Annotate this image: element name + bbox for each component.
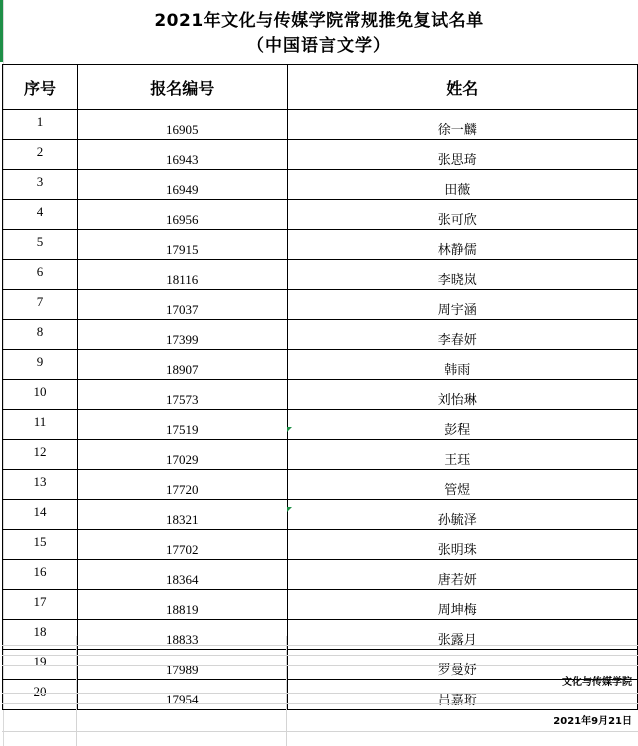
document-title	[0, 0, 638, 64]
row-name-cell[interactable]: 孙毓泽	[287, 500, 637, 530]
row-registration-number-cell[interactable]: 18321	[77, 500, 287, 530]
row-seq-cell[interactable]: 9	[3, 350, 78, 380]
row-seq-cell[interactable]: 8	[3, 320, 78, 350]
row-registration-number-cell[interactable]: 18819	[77, 590, 287, 620]
row-name-cell[interactable]: 周宇涵	[287, 290, 637, 320]
table-row	[3, 470, 638, 500]
table-row	[3, 290, 638, 320]
row-name-cell[interactable]: 韩雨	[287, 350, 637, 380]
table-row	[3, 110, 638, 140]
row-seq-cell[interactable]: 3	[3, 170, 78, 200]
row-name-cell[interactable]: 周坤梅	[287, 590, 637, 620]
row-seq-cell[interactable]: 12	[3, 440, 78, 470]
empty-sheet-grid	[2, 636, 638, 746]
table-row	[3, 350, 638, 380]
row-registration-number-cell[interactable]: 16943	[77, 140, 287, 170]
row-name-cell[interactable]: 彭程	[287, 410, 637, 440]
grid-line	[2, 655, 638, 656]
table-row	[3, 170, 638, 200]
title-subtitle: （中国语言文学）	[247, 36, 391, 56]
row-seq-cell[interactable]: 14	[3, 500, 78, 530]
row-name-cell[interactable]: 王珏	[287, 440, 637, 470]
row-registration-number-cell[interactable]: 17702	[77, 530, 287, 560]
row-registration-number-cell[interactable]: 18116	[77, 260, 287, 290]
header-name[interactable]: 姓名	[287, 65, 637, 110]
row-name-cell[interactable]: 吕嘉珩	[287, 680, 637, 710]
row-registration-number-cell[interactable]: 17029	[77, 440, 287, 470]
row-registration-number-cell[interactable]: 18907	[77, 350, 287, 380]
row-name-cell[interactable]: 李晓岚	[287, 260, 637, 290]
row-seq-cell[interactable]: 11	[3, 410, 78, 440]
row-registration-number-cell[interactable]: 17989	[77, 650, 287, 680]
row-registration-number-cell[interactable]: 16956	[77, 200, 287, 230]
footer-organization: 文化与传媒学院	[562, 677, 632, 688]
row-registration-number-cell[interactable]: 17399	[77, 320, 287, 350]
row-name-cell[interactable]: 张思琦	[287, 140, 637, 170]
table-row	[3, 140, 638, 170]
row-registration-number-cell[interactable]: 18833	[77, 620, 287, 650]
row-seq-cell[interactable]: 5	[3, 230, 78, 260]
table-header-row	[3, 65, 638, 110]
row-registration-number-cell[interactable]: 18364	[77, 560, 287, 590]
grid-line	[76, 636, 77, 746]
row-seq-cell[interactable]: 20	[3, 680, 78, 710]
title-main: 2021年文化与传媒学院常规推免复试名单	[154, 11, 484, 31]
row-seq-cell[interactable]: 1	[3, 110, 78, 140]
table-row	[3, 380, 638, 410]
row-name-cell[interactable]: 林静儒	[287, 230, 637, 260]
row-registration-number-cell[interactable]: 17519	[77, 410, 287, 440]
row-name-cell[interactable]: 张明珠	[287, 530, 637, 560]
row-registration-number-cell[interactable]: 16905	[77, 110, 287, 140]
grid-line	[2, 645, 638, 646]
row-registration-number-cell[interactable]: 17915	[77, 230, 287, 260]
cell-comment-indicator	[287, 427, 292, 432]
row-name-cell[interactable]: 李春妍	[287, 320, 637, 350]
row-seq-cell[interactable]: 15	[3, 530, 78, 560]
row-seq-cell[interactable]: 16	[3, 560, 78, 590]
row-name-cell[interactable]: 张露月	[287, 620, 637, 650]
row-name-cell[interactable]: 田薇	[287, 170, 637, 200]
table-row	[3, 260, 638, 290]
row-registration-number-cell[interactable]: 17954	[77, 680, 287, 710]
header-seq[interactable]: 序号	[3, 65, 78, 110]
row-name-cell[interactable]: 刘怡琳	[287, 380, 637, 410]
table-row	[3, 320, 638, 350]
table-row	[3, 230, 638, 260]
table-row	[3, 410, 638, 440]
grid-line	[286, 636, 287, 746]
row-seq-cell[interactable]: 19	[3, 650, 78, 680]
row-registration-number-cell[interactable]: 16949	[77, 170, 287, 200]
header-registration-number[interactable]: 报名编号	[77, 65, 287, 110]
row-name-cell[interactable]: 张可欣	[287, 200, 637, 230]
row-seq-cell[interactable]: 10	[3, 380, 78, 410]
row-name-cell[interactable]: 管煜	[287, 470, 637, 500]
grid-line	[2, 665, 638, 666]
grid-line	[2, 731, 638, 732]
row-seq-cell[interactable]: 17	[3, 590, 78, 620]
row-seq-cell[interactable]: 4	[3, 200, 78, 230]
table-row	[3, 560, 638, 590]
row-seq-cell[interactable]: 13	[3, 470, 78, 500]
row-seq-cell[interactable]: 2	[3, 140, 78, 170]
candidate-table	[2, 64, 638, 710]
table-row	[3, 590, 638, 620]
row-name-cell[interactable]: 罗曼妤	[287, 650, 637, 680]
row-name-cell[interactable]: 徐一麟	[287, 110, 637, 140]
table-row	[3, 440, 638, 470]
grid-line	[2, 693, 638, 694]
grid-line	[2, 703, 638, 704]
row-name-cell[interactable]: 唐若妍	[287, 560, 637, 590]
row-seq-cell[interactable]: 7	[3, 290, 78, 320]
table-row	[3, 500, 638, 530]
table-body	[3, 110, 638, 710]
cell-comment-indicator	[287, 507, 292, 512]
row-seq-cell[interactable]: 18	[3, 620, 78, 650]
row-registration-number-cell[interactable]: 17573	[77, 380, 287, 410]
row-registration-number-cell[interactable]: 17037	[77, 290, 287, 320]
row-seq-cell[interactable]: 6	[3, 260, 78, 290]
table-row	[3, 200, 638, 230]
table-row	[3, 530, 638, 560]
footer-date: 2021年9月21日	[553, 716, 632, 727]
row-registration-number-cell[interactable]: 17720	[77, 470, 287, 500]
